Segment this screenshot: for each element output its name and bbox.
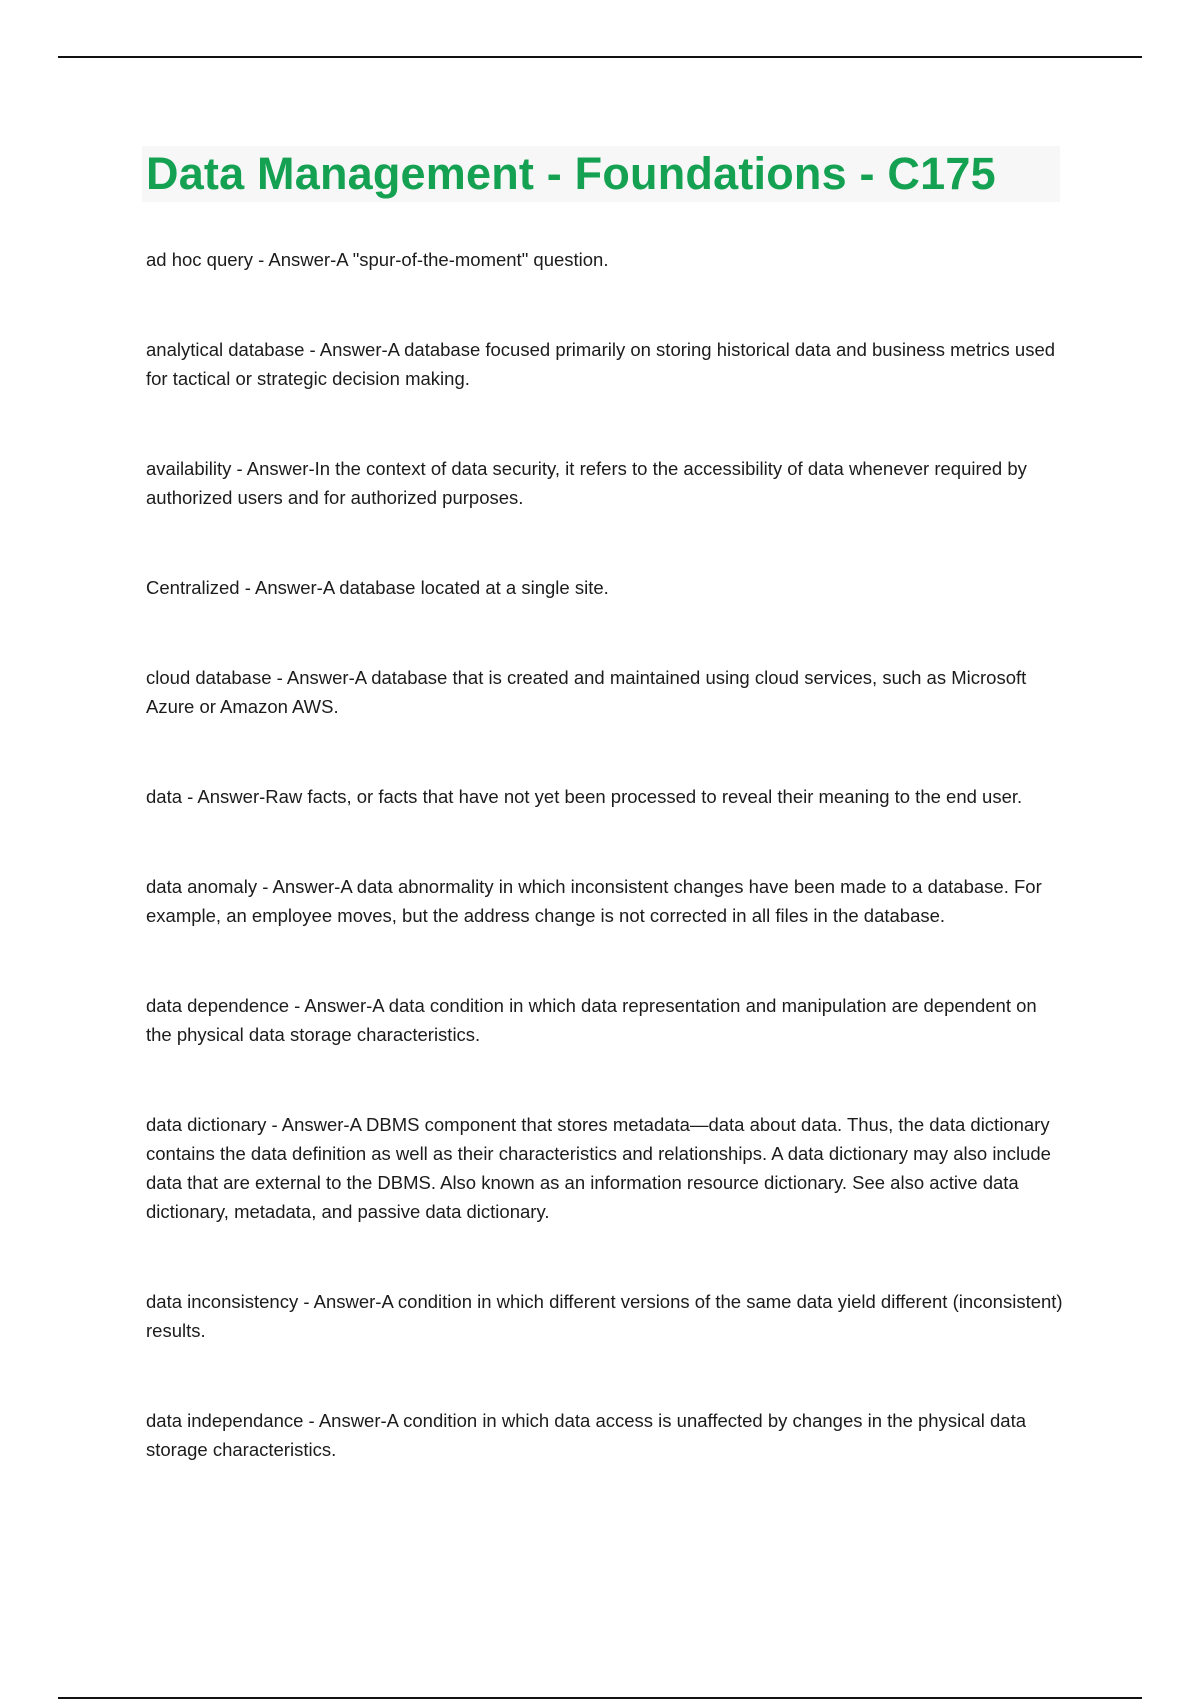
glossary-entry-ad-hoc-query: ad hoc query - Answer-A "spur-of-the-moment" question.	[146, 249, 609, 270]
document-title: Data Management - Foundations - C175	[146, 148, 996, 199]
glossary-list	[146, 245, 1066, 1525]
glossary-entry-data-dependence: data dependence - Answer-A data condition in which data representation and manipulation are dependent on the physical data storage characteristics.	[146, 995, 1037, 1045]
glossary-entry-data-dictionary: data dictionary - Answer-A DBMS component that stores metadata—data about data. Thus, the data dictionary contains the data definition as well as their characteristics and relationships. A data dictionary may also include data that are external to the DBMS. Also known as an information resource dictionary. See also active data dictionary, metadata, and passive data dictionary.	[146, 1114, 1051, 1222]
footer-rule	[58, 1697, 1142, 1699]
glossary-entry-cloud-database: cloud database - Answer-A database that is created and maintained using cloud services, such as Microsoft Azure or Amazon AWS.	[146, 667, 1027, 717]
glossary-entry-data-inconsistency: data inconsistency - Answer-A condition in which different versions of the same data yield different (inconsistent) results.	[146, 1291, 1063, 1341]
glossary-entry-data-independance: data independance - Answer-A condition in which data access is unaffected by changes in the physical data storage characteristics.	[146, 1410, 1027, 1460]
glossary-entry-data-anomaly: data anomaly - Answer-A data abnormality in which inconsistent changes have been made to a database. For example, an employee moves, but the address change is not corrected in all files in the database.	[146, 876, 1042, 926]
glossary-entry-analytical-database: analytical database - Answer-A database focused primarily on storing historical data and business metrics used for tactical or strategic decision making.	[146, 339, 1056, 389]
glossary-entry-data: data - Answer-Raw facts, or facts that have not yet been processed to reveal their meaning to the end user.	[146, 786, 1023, 807]
title-highlight	[142, 146, 1060, 202]
glossary-entry-availability: availability - Answer-In the context of data security, it refers to the accessibility of data whenever required by authorized users and for authorized purposes.	[146, 458, 1027, 508]
header-rule	[58, 56, 1142, 58]
glossary-entry-centralized: Centralized - Answer-A database located at a single site.	[146, 577, 609, 598]
